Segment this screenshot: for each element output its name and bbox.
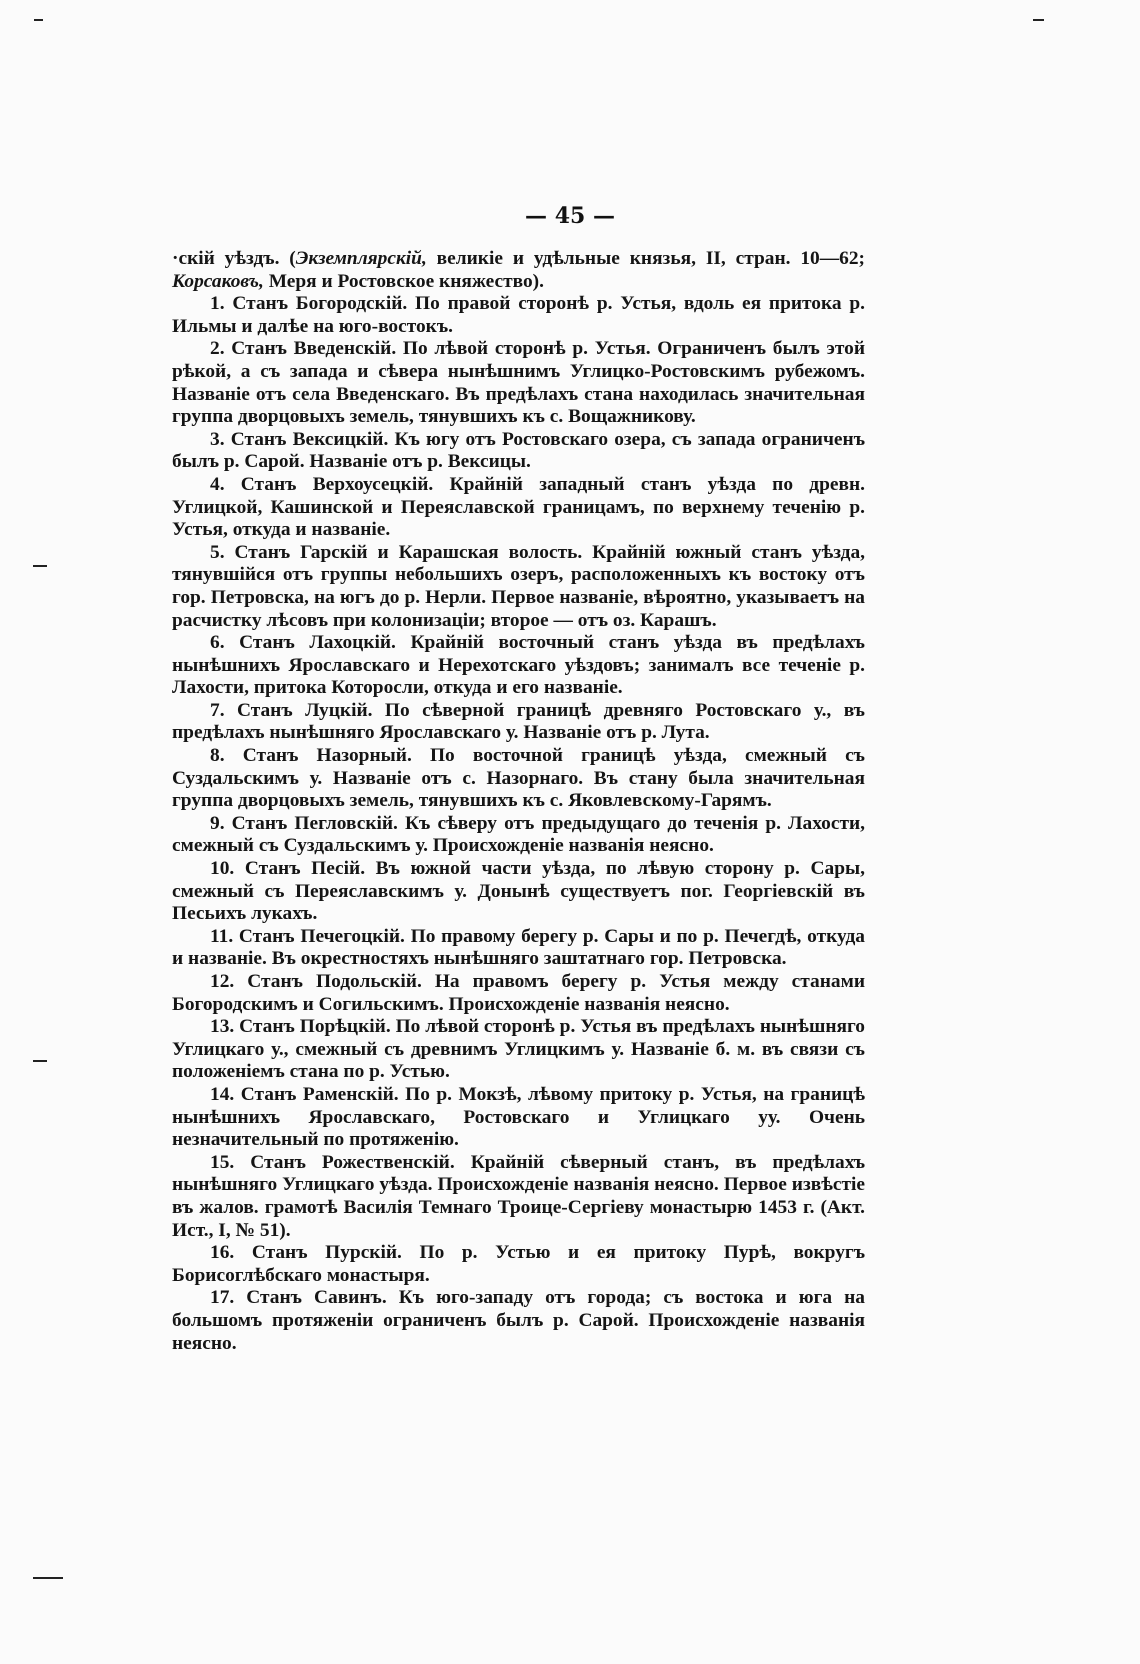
document-body: [172, 248, 865, 1355]
list-item: 8. Станъ Назорный. По восточной границѣ уѣзда, смежный съ Суздальскимъ у. Названіе отъ с. Назорнаго. Въ стану была значительная группа дворцовыхъ земель, тянувшихъ къ с. Яковлевскому-Гарямъ.: [172, 745, 865, 812]
list-item: 6. Станъ Лахоцкій. Крайній восточный станъ уѣзда въ предѣлахъ нынѣшнихъ Ярославскаго и Нерехотскаго уѣздовъ; занималъ все теченіе р. Лахости, притока Которосли, откуда и его названіе.: [172, 632, 865, 699]
page-number: — 45 —: [525, 203, 615, 229]
list-item: 5. Станъ Гарскій и Карашская волость. Крайній южный станъ уѣзда, тянувшійся отъ группы небольшихъ озеръ, расположенныхъ къ востоку отъ гор. Петровска, на югъ до р. Нерли. Первое названіе, вѣроятно, указываетъ на расчистку лѣсовъ при колонизаціи; второе — отъ оз. Карашъ.: [172, 541, 865, 631]
margin-mark-left-2: [33, 1060, 47, 1062]
list-item: 15. Станъ Рожественскій. Крайній сѣверный станъ, въ предѣлахъ нынѣшняго Углицкаго уѣзда. Происхожденіе названія неясно. Первое извѣстіе въ жалов. грамотѣ Василія Темнаго Троице-Сергіеву монастырю 1453 г. (Акт. Ист., I, № 51).: [172, 1151, 865, 1241]
intro-paragraph: ·скій уѣздъ. (Экземплярскій, великіе и удѣльные князья, II, стран. 10—62; Корсаковъ, Меря и Ростовское княжество).: [172, 248, 865, 292]
list-item: 16. Станъ Пурскій. По р. Устью и ея притоку Пурѣ, вокругъ Борисоглѣбскаго монастыря.: [172, 1242, 865, 1286]
list-item: 11. Станъ Печегоцкій. По правому берегу р. Сары и по р. Печегдѣ, откуда и названіе. Въ окрестностяхъ нынѣшняго заштатнаго гор. Петровска.: [172, 925, 865, 970]
list-item: 14. Станъ Раменскій. По р. Мокзѣ, лѣвому притоку р. Устья, на границѣ нынѣшнихъ Ярославскаго, Ростовскаго и Углицкаго уу. Очень незначительный по протяженію.: [172, 1083, 865, 1151]
list-item: 3. Станъ Вексицкій. Къ югу отъ Ростовскаго озера, съ запада ограниченъ былъ р. Сарой. Названіе отъ р. Вексицы.: [172, 428, 865, 473]
list-item: 4. Станъ Верхоусецкій. Крайній западный станъ уѣзда по древн. Углицкой, Кашинской и Переяславской границамъ, по верхнему теченію р. Устья, откуда и названіе.: [172, 473, 865, 541]
margin-mark-top-left: [34, 19, 43, 21]
list-item: 13. Станъ Порѣцкій. По лѣвой сторонѣ р. Устья въ предѣлахъ нынѣшняго Углицкаго у., смежный съ древнимъ Углицкимъ у. Названіе б. м. въ связи съ положеніемъ стана по р. Устью.: [172, 1016, 865, 1083]
margin-mark-top-right: [1033, 19, 1044, 21]
list-item: 7. Станъ Луцкій. По сѣверной границѣ древняго Ростовскаго у., въ предѣлахъ нынѣшняго Ярославскаго у. Названіе отъ р. Лута.: [172, 699, 865, 744]
list-item: 2. Станъ Введенскій. По лѣвой сторонѣ р. Устья. Ограниченъ былъ этой рѣкой, а съ запада и сѣвера нынѣшнимъ Углицко-Ростовскимъ рубежомъ. Названіе отъ села Введенскаго. Въ предѣлахъ стана находилась значительная группа дворцовыхъ земель, тянувшихъ къ с. Вощажникову.: [172, 338, 865, 428]
list-item: 1. Станъ Богородскій. По правой сторонѣ р. Устья, вдоль ея притока р. Ильмы и далѣе на юго-востокъ.: [172, 293, 865, 337]
margin-mark-left-1: [33, 565, 47, 567]
list-item: 17. Станъ Савинъ. Къ юго-западу отъ города; съ востока и юга на большомъ протяженіи ограниченъ былъ р. Сарой. Происхожденіе названія неясно.: [172, 1287, 865, 1354]
list-item: 10. Станъ Песій. Въ южной части уѣзда, по лѣвую сторону р. Сары, смежный съ Переяславскимъ у. Донынѣ существуетъ пог. Георгіевскій въ Песьихъ лукахъ.: [172, 858, 865, 925]
author-reference: Экземплярскій,: [295, 248, 427, 269]
list-item: 9. Станъ Пегловскій. Къ сѣверу отъ предыдущаго до теченія р. Лахости, смежный съ Суздальскимъ у. Происхожденіе названія неясно.: [172, 812, 865, 857]
list-item: 12. Станъ Подольскій. На правомъ берегу р. Устья между станами Богородскимъ и Согильскимъ. Происхожденіе названія неясно.: [172, 971, 865, 1015]
author-reference: Корсаковъ,: [172, 270, 264, 292]
margin-mark-bottom-left: [33, 1577, 63, 1579]
